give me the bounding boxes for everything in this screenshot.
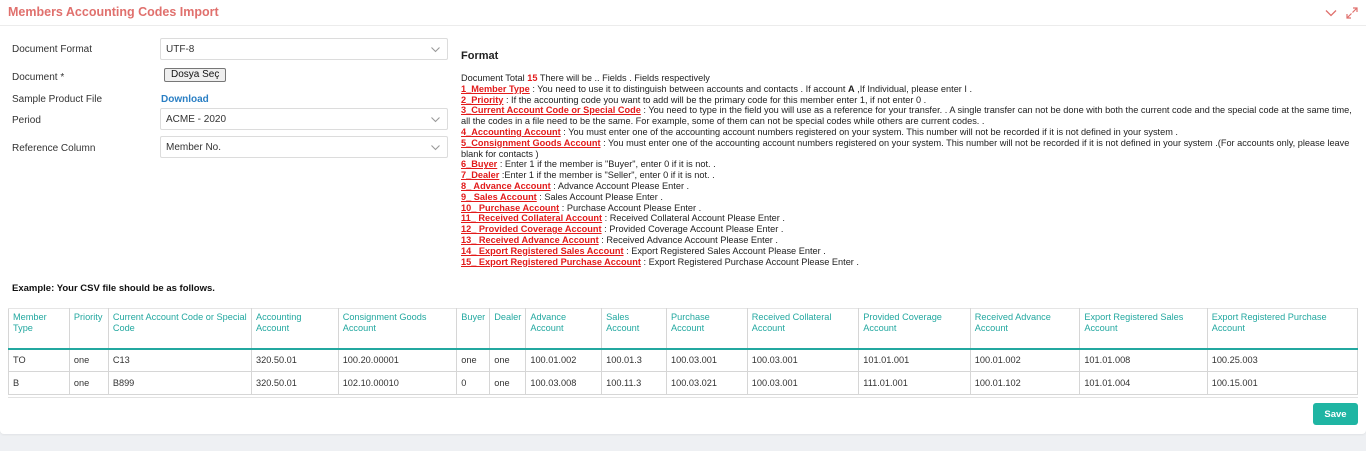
column-header: Accounting Account bbox=[251, 309, 338, 349]
table-cell: 100.01.3 bbox=[602, 349, 667, 372]
period-select[interactable] bbox=[160, 108, 448, 130]
table-cell: 100.03.001 bbox=[666, 349, 747, 372]
field-name: 15_ Export Registered Purchase Account bbox=[461, 256, 641, 267]
table-cell: 100.20.00001 bbox=[338, 349, 457, 372]
table-header-row bbox=[9, 309, 1358, 349]
table-cell: 320.50.01 bbox=[251, 372, 338, 395]
column-header: Priority bbox=[69, 309, 108, 349]
field-desc: : Export Registered Purchase Account Please Enter . bbox=[640, 256, 859, 267]
table-cell: TO bbox=[9, 349, 70, 372]
field-line bbox=[461, 159, 1356, 170]
chevron-down-icon bbox=[430, 142, 441, 153]
table-cell: 100.01.002 bbox=[970, 349, 1080, 372]
reference-column-select[interactable] bbox=[160, 136, 448, 158]
table-cell: 100.11.3 bbox=[602, 372, 667, 395]
field-name: 6_Buyer bbox=[461, 159, 498, 170]
table-cell: 102.10.00010 bbox=[338, 372, 457, 395]
field-name: 5_Consignment Goods Account bbox=[461, 137, 601, 148]
column-header: Current Account Code or Special Code bbox=[108, 309, 251, 349]
column-header: Dealer bbox=[490, 309, 526, 349]
table-cell: 100.01.102 bbox=[970, 372, 1080, 395]
format-intro-text: There will be .. Fields . Fields respectively bbox=[537, 73, 710, 83]
chevron-down-icon bbox=[430, 44, 441, 55]
reference-column-value: Member No. bbox=[166, 142, 222, 153]
field-desc: : Enter 1 if the member is "Buyer", enter 0 if it is not. . bbox=[497, 159, 716, 170]
column-header: Consignment Goods Account bbox=[338, 309, 457, 349]
field-desc: : You must enter one of the accounting account numbers registered on your system. This number will not be recorded if it is not defined in your system . bbox=[560, 126, 1178, 137]
table-cell: one bbox=[490, 372, 526, 395]
document-format-label: Document Format bbox=[12, 44, 93, 55]
format-title: Format bbox=[461, 50, 499, 62]
column-header: Advance Account bbox=[526, 309, 602, 349]
field-desc: : Export Registered Sales Account Please Enter . bbox=[623, 245, 826, 256]
table-cell: 101.01.008 bbox=[1080, 349, 1207, 372]
field-name: 10_ Purchase Account bbox=[461, 202, 560, 213]
column-header: Member Type bbox=[9, 309, 70, 349]
field-line bbox=[461, 127, 1356, 138]
save-button[interactable]: Save bbox=[1313, 403, 1358, 425]
document-format-value: UTF-8 bbox=[166, 44, 195, 55]
chevron-down-icon bbox=[430, 114, 441, 125]
field-desc: : Purchase Account Please Enter . bbox=[559, 202, 702, 213]
table-cell: 100.03.001 bbox=[747, 372, 859, 395]
field-line bbox=[461, 203, 1356, 214]
field-desc: : Sales Account Please Enter . bbox=[536, 191, 663, 202]
field-desc: : Advance Account Please Enter . bbox=[550, 180, 690, 191]
table-cell: one bbox=[69, 372, 108, 395]
column-header: Received Advance Account bbox=[970, 309, 1080, 349]
field-name: 8_ Advance Account bbox=[461, 180, 551, 191]
field-desc-bold: A bbox=[847, 83, 855, 94]
column-header: Provided Coverage Account bbox=[859, 309, 971, 349]
period-value: ACME - 2020 bbox=[166, 114, 227, 125]
period-label: Period bbox=[12, 115, 41, 126]
field-line bbox=[461, 192, 1356, 203]
field-line bbox=[461, 246, 1356, 257]
field-desc: : You need to type in the field you will use as a reference for your transfer. . A single transfer can not be done with both the current code and the special code at the same time, all the codes in a file need to be the same. For example, some of them can not be special codes while others are current codes. . bbox=[461, 105, 1352, 127]
field-name: 4_Accounting Account bbox=[461, 126, 561, 137]
field-name: 13_ Received Advance Account bbox=[461, 234, 599, 245]
table-cell: one bbox=[490, 349, 526, 372]
field-line bbox=[461, 224, 1356, 235]
format-intro bbox=[461, 73, 1356, 84]
field-name: 2_Priority bbox=[461, 94, 504, 105]
table-cell: 100.25.003 bbox=[1207, 349, 1357, 372]
column-header: Buyer bbox=[457, 309, 490, 349]
field-name: 7_Dealer bbox=[461, 170, 500, 181]
field-name: 9_ Sales Account bbox=[461, 191, 537, 202]
field-line bbox=[461, 181, 1356, 192]
field-name: 14_ Export Registered Sales Account bbox=[461, 245, 624, 256]
table-cell: 111.01.001 bbox=[859, 372, 971, 395]
table-cell: 100.03.008 bbox=[526, 372, 602, 395]
table-cell: B bbox=[9, 372, 70, 395]
table-cell: 101.01.004 bbox=[1080, 372, 1207, 395]
field-line bbox=[461, 235, 1356, 246]
reference-column-label: Reference Column bbox=[12, 143, 96, 154]
table-row bbox=[9, 349, 1358, 372]
table-cell: 101.01.001 bbox=[859, 349, 971, 372]
field-desc: : You need to use it to distinguish between accounts and contacts . If account bbox=[529, 83, 848, 94]
field-line bbox=[461, 213, 1356, 224]
choose-file-button[interactable]: Dosya Seç bbox=[164, 68, 226, 82]
document-label: Document * bbox=[12, 72, 65, 83]
panel-title: Members Accounting Codes Import bbox=[8, 5, 219, 19]
table-cell: C13 bbox=[108, 349, 251, 372]
field-desc: : Received Advance Account Please Enter . bbox=[598, 234, 778, 245]
divider bbox=[8, 397, 1358, 398]
column-header: Export Registered Sales Account bbox=[1080, 309, 1207, 349]
field-desc: : Provided Coverage Account Please Enter . bbox=[601, 224, 784, 235]
field-desc: : You must enter one of the accounting account numbers registered on your system. This number will not be recorded if it is not defined in your system .(For accounts only, please leave blank for contacts ) bbox=[461, 137, 1350, 159]
format-intro-text: Document Total bbox=[461, 73, 528, 83]
field-desc: : Received Collateral Account Please Enter . bbox=[602, 213, 785, 224]
field-desc: :Enter 1 if the member is "Seller", enter 0 if it is not. . bbox=[499, 170, 715, 181]
table-cell: 320.50.01 bbox=[251, 349, 338, 372]
field-name: 1_Member Type bbox=[461, 83, 530, 94]
table-cell: 100.01.002 bbox=[526, 349, 602, 372]
sample-file-label: Sample Product File bbox=[12, 94, 103, 105]
field-total: 15 bbox=[527, 73, 538, 83]
field-line bbox=[461, 257, 1356, 268]
download-link[interactable]: Download bbox=[161, 94, 209, 105]
table-cell: one bbox=[457, 349, 490, 372]
example-table bbox=[8, 308, 1358, 395]
field-desc: ,If Individual, please enter I . bbox=[854, 83, 973, 94]
table-cell: 100.03.021 bbox=[666, 372, 747, 395]
field-name: 3_Current Account Code or Special Code bbox=[461, 105, 641, 116]
panel-header bbox=[0, 0, 1366, 26]
table-row bbox=[9, 372, 1358, 395]
column-header: Sales Account bbox=[602, 309, 667, 349]
field-line bbox=[461, 95, 1356, 106]
chevron-down-icon[interactable] bbox=[1324, 6, 1338, 20]
field-line bbox=[461, 138, 1356, 160]
column-header: Purchase Account bbox=[666, 309, 747, 349]
table-cell: 100.03.001 bbox=[747, 349, 859, 372]
document-format-select[interactable] bbox=[160, 38, 448, 60]
example-title: Example: Your CSV file should be as follows. bbox=[12, 283, 215, 294]
table-cell: 100.15.001 bbox=[1207, 372, 1357, 395]
format-description bbox=[461, 73, 1356, 267]
field-name: 11_ Received Collateral Account bbox=[461, 213, 603, 224]
column-header: Export Registered Purchase Account bbox=[1207, 309, 1357, 349]
column-header: Received Collateral Account bbox=[747, 309, 859, 349]
field-line bbox=[461, 105, 1356, 127]
field-desc: : If the accounting code you want to add will be the primary code for this member enter 1, if not enter 0 . bbox=[503, 94, 927, 105]
table-cell: one bbox=[69, 349, 108, 372]
table-cell: B899 bbox=[108, 372, 251, 395]
field-line bbox=[461, 170, 1356, 181]
expand-icon[interactable] bbox=[1345, 6, 1359, 20]
field-line bbox=[461, 84, 1356, 95]
field-name: 12_ Provided Coverage Account bbox=[461, 224, 602, 235]
table-cell: 0 bbox=[457, 372, 490, 395]
